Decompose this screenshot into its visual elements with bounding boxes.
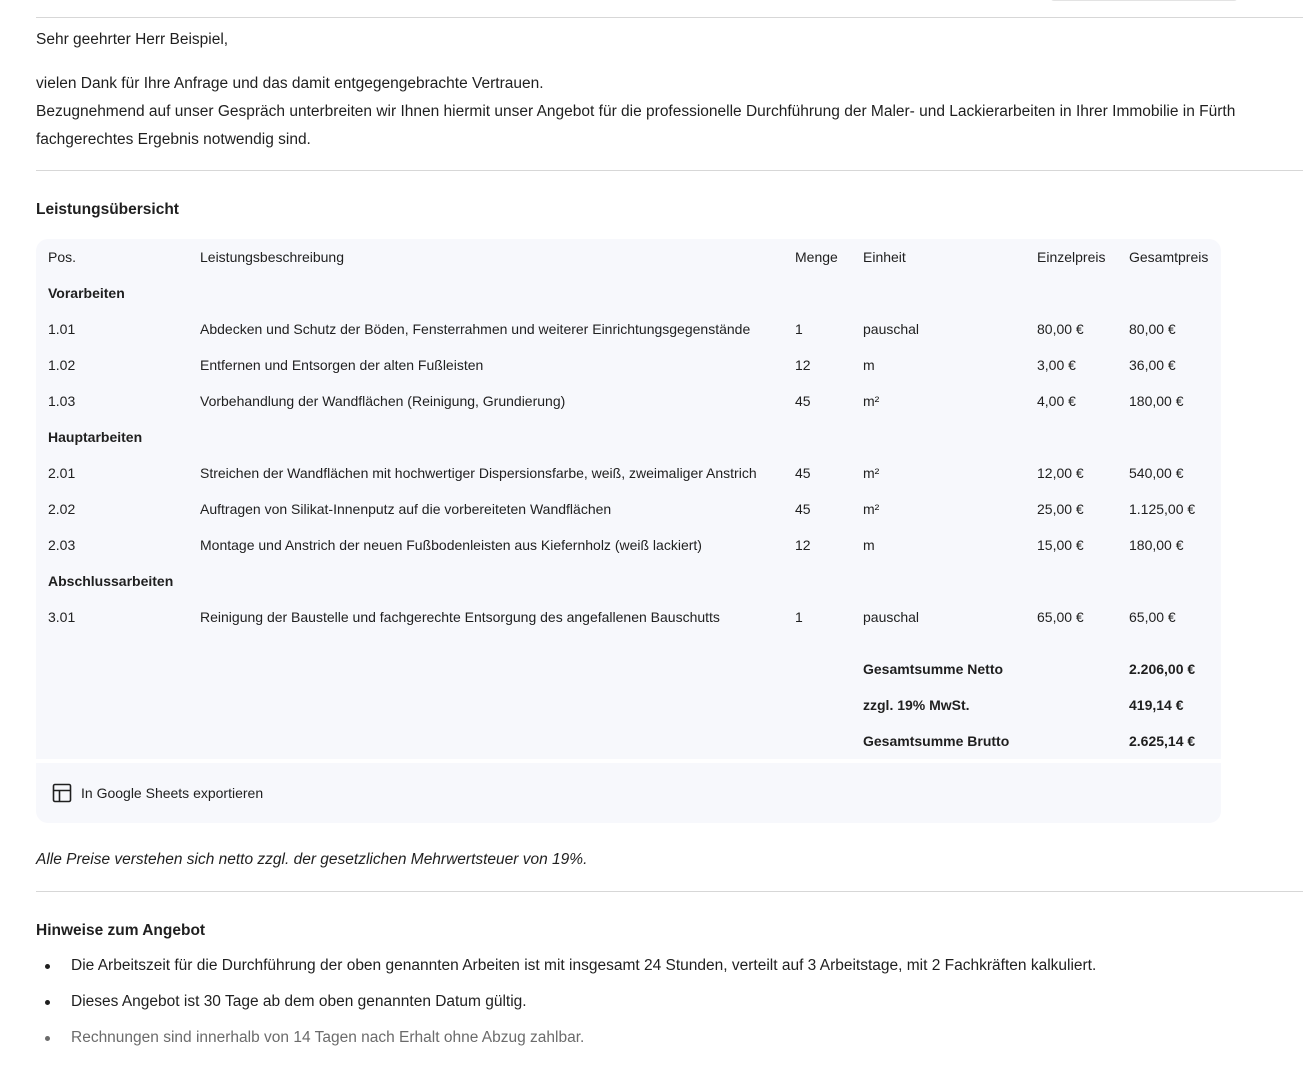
table-row <box>36 527 1221 563</box>
divider-top <box>36 17 1303 18</box>
cell-unit-price: 25,00 € <box>1037 501 1084 517</box>
cell-total: 180,00 € <box>1129 393 1184 409</box>
cell-total: 65,00 € <box>1129 609 1176 625</box>
cell-unit-price: 65,00 € <box>1037 609 1084 625</box>
group-label: Vorarbeiten <box>48 285 125 301</box>
table-header-row <box>36 239 1221 275</box>
col-header-total: Gesamtpreis <box>1129 249 1209 265</box>
notes-heading: Hinweise zum Angebot <box>36 922 206 939</box>
price-note: Alle Preise verstehen sich netto zzgl. der gesetzlichen Mehrwertsteuer von 19%. <box>36 851 588 868</box>
table-row <box>36 347 1221 383</box>
salutation: Sehr geehrter Herr Beispiel, <box>36 31 229 48</box>
cell-desc: Auftragen von Silikat-Innenputz auf die vorbereiteten Wandflächen <box>200 501 612 517</box>
top-edge-control <box>1050 0 1238 1</box>
overview-heading: Leistungsübersicht <box>36 201 179 218</box>
cell-unit: m <box>863 357 875 373</box>
cell-unit-price: 3,00 € <box>1037 357 1076 373</box>
cell-pos: 1.03 <box>48 393 76 409</box>
bullet-icon <box>45 964 50 969</box>
sum-value: 419,14 € <box>1129 697 1184 713</box>
sum-row-gross <box>36 723 1221 759</box>
bullet-icon <box>45 1000 50 1005</box>
cell-desc: Montage und Anstrich der neuen Fußbodenleisten aus Kiefernholz (weiß lackiert) <box>200 537 702 553</box>
list-item <box>36 1024 1096 1060</box>
col-header-pos: Pos. <box>48 249 77 265</box>
group-label: Abschlussarbeiten <box>48 573 174 589</box>
table-row <box>36 455 1221 491</box>
notes-list <box>36 952 1096 1060</box>
sum-label: Gesamtsumme Brutto <box>863 733 1010 749</box>
cell-desc: Entfernen und Entsorgen der alten Fußleisten <box>200 357 484 373</box>
cell-unit-price: 12,00 € <box>1037 465 1084 481</box>
cell-unit: m² <box>863 501 880 517</box>
cell-pos: 2.01 <box>48 465 76 481</box>
cell-qty: 1 <box>795 609 803 625</box>
cell-desc: Streichen der Wandflächen mit hochwertiger Dispersionsfarbe, weiß, zweimaliger Anstrich <box>200 465 757 481</box>
cell-qty: 45 <box>795 393 811 409</box>
table-row <box>36 599 1221 635</box>
cell-total: 180,00 € <box>1129 537 1184 553</box>
sum-row-net <box>36 651 1221 687</box>
cell-total: 540,00 € <box>1129 465 1184 481</box>
list-item <box>36 988 1096 1024</box>
cell-qty: 45 <box>795 465 811 481</box>
table-group-row <box>36 419 1221 455</box>
cell-unit-price: 80,00 € <box>1037 321 1084 337</box>
sum-label: zzgl. 19% MwSt. <box>863 697 970 713</box>
sum-label: Gesamtsumme Netto <box>863 661 1004 677</box>
note-text: Rechnungen sind innerhalb von 14 Tagen nach Erhalt ohne Abzug zahlbar. <box>71 1029 585 1046</box>
col-header-unit-price: Einzelpreis <box>1037 249 1106 265</box>
sum-value: 2.625,14 € <box>1129 733 1196 749</box>
cell-total: 1.125,00 € <box>1129 501 1196 517</box>
cell-total: 80,00 € <box>1129 321 1176 337</box>
cell-pos: 2.03 <box>48 537 76 553</box>
cell-total: 36,00 € <box>1129 357 1176 373</box>
cell-unit: m² <box>863 393 880 409</box>
col-header-qty: Menge <box>795 249 838 265</box>
cell-pos: 3.01 <box>48 609 76 625</box>
divider-intro <box>36 170 1303 171</box>
intro-line-1: vielen Dank für Ihre Anfrage und das damit entgegengebrachte Vertrauen. <box>36 75 544 92</box>
cell-qty: 12 <box>795 537 811 553</box>
divider-notes <box>36 891 1303 892</box>
table-group-row <box>36 275 1221 311</box>
sum-value: 2.206,00 € <box>1129 661 1196 677</box>
cell-qty: 12 <box>795 357 811 373</box>
cell-pos: 1.02 <box>48 357 76 373</box>
col-header-desc: Leistungsbeschreibung <box>200 249 344 265</box>
group-label: Hauptarbeiten <box>48 429 143 445</box>
bullet-icon <box>45 1036 50 1041</box>
list-item <box>36 952 1096 988</box>
cell-qty: 45 <box>795 501 811 517</box>
cell-pos: 2.02 <box>48 501 76 517</box>
col-header-unit: Einheit <box>863 249 906 265</box>
table-footer <box>36 763 1221 823</box>
cell-qty: 1 <box>795 321 803 337</box>
note-text: Die Arbeitszeit für die Durchführung der oben genannten Arbeiten ist mit insgesamt 24 Stunden, verteilt auf 3 Arbeitstage, mit 2 Fachkräften kalkuliert. <box>71 957 1097 974</box>
cell-unit: pauschal <box>863 321 920 337</box>
cell-pos: 1.01 <box>48 321 76 337</box>
cell-desc: Vorbehandlung der Wandflächen (Reinigung, Grundierung) <box>200 393 566 409</box>
cell-desc: Reinigung der Baustelle und fachgerechte Entsorgung des angefallenen Bauschutts <box>200 609 720 625</box>
export-label: In Google Sheets exportieren <box>81 785 264 801</box>
cell-unit: m <box>863 537 875 553</box>
export-to-sheets-button[interactable] <box>52 781 263 805</box>
intro-line-3: fachgerechtes Ergebnis notwendig sind. <box>36 131 311 148</box>
cell-unit-price: 4,00 € <box>1037 393 1076 409</box>
intro-line-2: Bezugnehmend auf unser Gespräch unterbreiten wir Ihnen hiermit unser Angebot für die professionelle Durchführung der Maler- und Lackierarbeiten in Ihrer Immobilie in Fürth <box>36 103 1236 120</box>
table-row <box>36 491 1221 527</box>
cell-unit: m² <box>863 465 880 481</box>
table-row <box>36 383 1221 419</box>
cell-desc: Abdecken und Schutz der Böden, Fensterrahmen und weiterer Einrichtungsgegenstände <box>200 321 751 337</box>
table-grid-icon <box>52 783 72 803</box>
sum-row-vat <box>36 687 1221 723</box>
table-row <box>36 311 1221 347</box>
note-text: Dieses Angebot ist 30 Tage ab dem oben genannten Datum gültig. <box>71 993 527 1010</box>
cell-unit-price: 15,00 € <box>1037 537 1084 553</box>
table-group-row <box>36 563 1221 599</box>
cell-unit: pauschal <box>863 609 920 625</box>
service-table <box>36 239 1221 759</box>
